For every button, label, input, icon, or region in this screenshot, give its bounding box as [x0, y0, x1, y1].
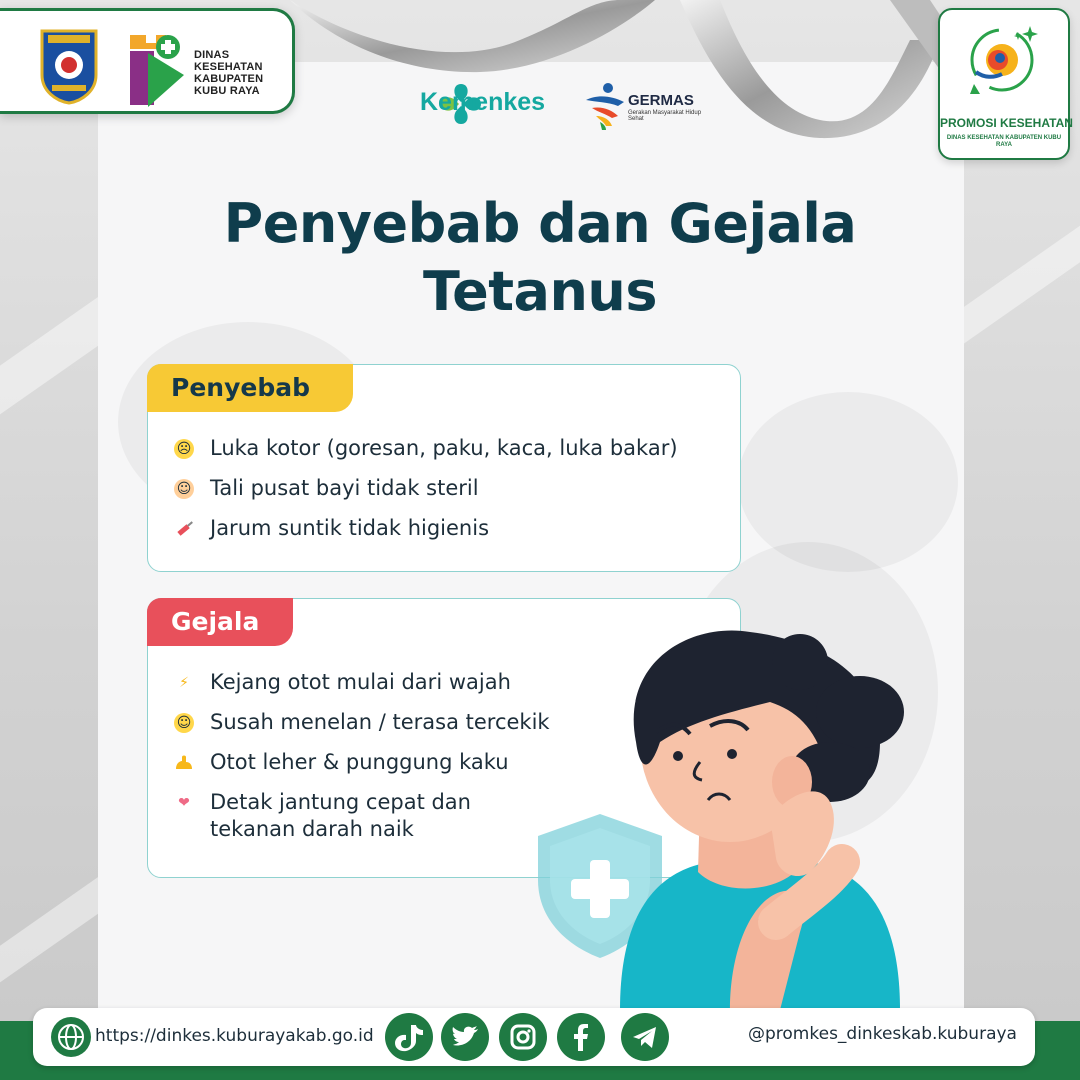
gejala-item — [172, 709, 550, 736]
footer — [33, 1008, 1035, 1066]
gejala-item-text: Susah menelan / terasa tercekik — [210, 710, 550, 734]
dinkes-line: KABUPATEN — [194, 73, 264, 85]
grimace-face-icon: ☺ — [174, 713, 194, 733]
penyebab-list — [172, 435, 678, 555]
baby-icon: ☺ — [174, 479, 194, 499]
gejala-tag: Gejala — [147, 598, 293, 646]
social-handle[interactable]: @promkes_dinkeskab.kuburaya — [748, 1024, 1017, 1044]
gejala-item — [172, 749, 550, 776]
gejala-item — [172, 669, 550, 696]
heart-icon: ❤ — [178, 795, 190, 811]
bandaged-face-icon: ☹ — [174, 439, 194, 459]
dinkes-name — [194, 49, 263, 97]
dinkes-line: KESEHATAN — [194, 61, 263, 73]
gejala-item-text: Kejang otot mulai dari wajah — [210, 670, 511, 694]
tiktok-icon[interactable] — [385, 1013, 433, 1061]
penyebab-item — [172, 475, 678, 502]
page-title — [150, 190, 930, 326]
germas-logo-icon — [582, 80, 628, 130]
dinkes-logo-icon — [126, 31, 188, 111]
facebook-icon[interactable] — [557, 1013, 605, 1061]
instagram-icon[interactable] — [499, 1013, 547, 1061]
germas-subtitle: Gerakan Masyarakat Hidup Sehat — [628, 110, 702, 122]
promosi-kesehatan-badge — [938, 8, 1073, 160]
gejala-item-text: Detak jantung cepat dan — [210, 790, 471, 814]
flexed-arm-icon — [174, 753, 194, 773]
institution-logo-box — [0, 8, 295, 114]
lightning-icon: ⚡ — [179, 675, 189, 691]
kabupaten-emblem-icon — [38, 25, 100, 105]
promosi-subtitle: DINAS KESEHATAN KABUPATEN KUBU RAYA — [946, 135, 1062, 148]
twitter-icon[interactable] — [441, 1013, 489, 1061]
telegram-icon[interactable] — [621, 1013, 669, 1061]
gejala-item-text-continued: tekanan darah naik — [210, 817, 414, 841]
globe-icon — [51, 1017, 91, 1057]
penyebab-item — [172, 435, 678, 462]
promosi-logo-icon — [954, 18, 1050, 98]
kemenkes-label: Kemenkes — [420, 88, 546, 116]
penyebab-card — [147, 364, 741, 572]
penyebab-item-text: Tali pusat bayi tidak steril — [210, 476, 479, 500]
gejala-item-text: Otot leher & punggung kaku — [210, 750, 509, 774]
title-line-1: Penyebab dan Gejala — [223, 192, 857, 255]
gejala-item — [172, 789, 550, 843]
dinkes-line: DINAS — [194, 49, 230, 61]
syringe-icon — [174, 519, 194, 539]
dinkes-line: KUBU RAYA — [194, 85, 260, 97]
promosi-title: PROMOSI KESEHATAN — [940, 116, 1073, 130]
penyebab-tag: Penyebab — [147, 364, 353, 412]
penyebab-item-text: Luka kotor (goresan, paku, kaca, luka bakar) — [210, 436, 678, 460]
penyebab-item-text: Jarum suntik tidak higienis — [210, 516, 490, 540]
penyebab-item — [172, 515, 678, 542]
germas-label: GERMAS — [628, 92, 694, 109]
girl-illustration — [580, 622, 920, 1010]
title-line-2: Tetanus — [422, 260, 658, 323]
gejala-list — [172, 669, 550, 856]
website-link[interactable]: https://dinkes.kuburayakab.go.id — [95, 1026, 374, 1046]
